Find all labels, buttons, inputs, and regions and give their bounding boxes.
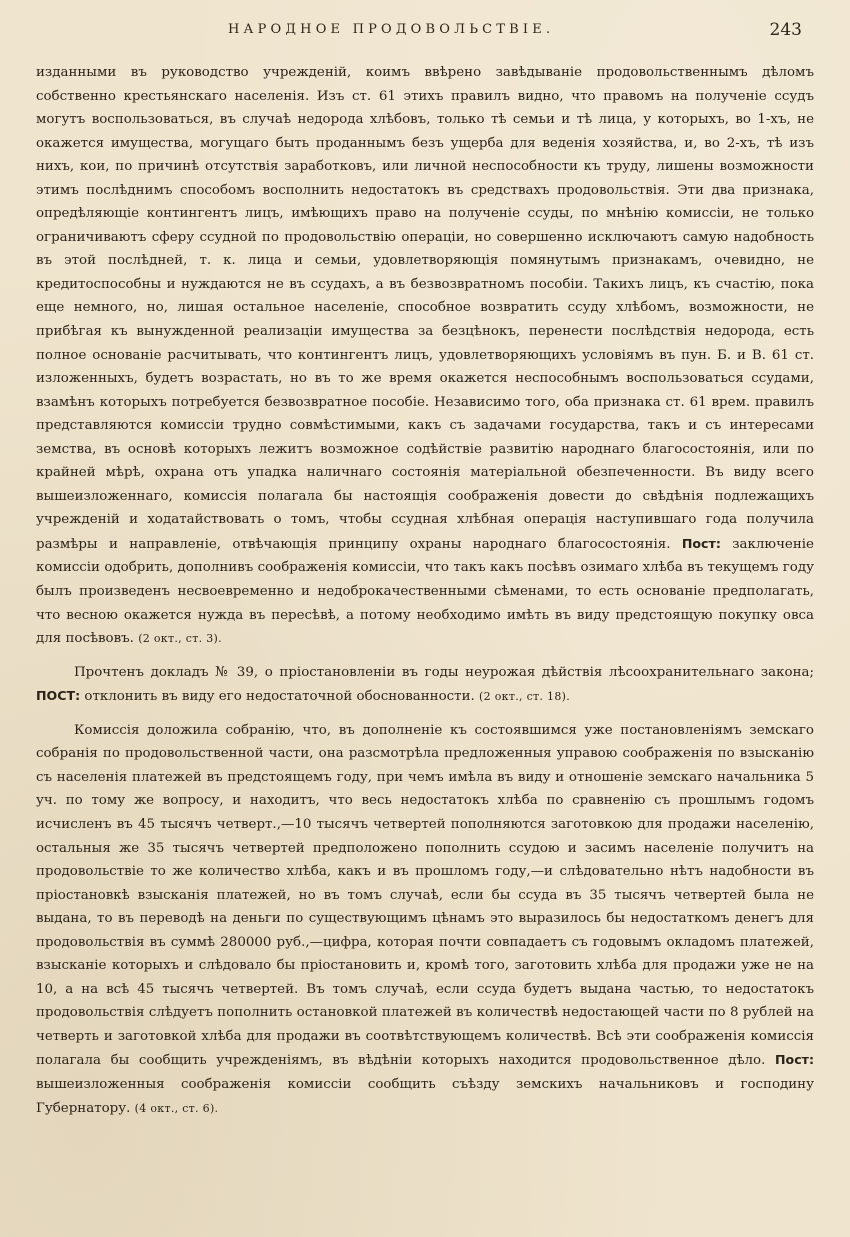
running-title: НАРОДНОЕ ПРОДОВОЛЬСТВІЕ. — [228, 22, 555, 37]
paragraph-report-39 — [36, 661, 814, 709]
paragraph-commission-report — [36, 719, 814, 1120]
resolution-text: заключеніе комиссіи одобрить, дополнивъ соображенія комиссіи, что такъ какъ посѣвъ озимаго хлѣба въ текущемъ году былъ произведенъ несвоевременно и недоброкачественными сѣменами, то есть основаніе предполагать, что весною окажется нужда въ пересѣвѣ, а потому необходимо имѣть въ виду предстоящую покупку овса для посѣвовъ. — [36, 536, 814, 647]
resolution-label: Пост: — [681, 535, 721, 551]
resolution-text: отклонить въ виду его недостаточной обоснованности. — [84, 689, 475, 705]
resolution-text: вышеизложенныя соображенія комиссіи сообщить съѣзду земскихъ начальниковъ и господину Губернатору. — [36, 1076, 814, 1116]
body-text — [36, 61, 814, 1120]
page-header — [0, 20, 850, 46]
paragraph-text: Комиссія доложила собранію, что, въ дополненіе къ состоявшимся уже постановленіямъ земскаго собранія по продовольственной части, она разсмотрѣла предложенныя управою соображенія по взысканію съ населенія платежей въ предстоящемъ году, при чемъ имѣла въ виду и отношеніе земскаго начальника 5 уч. по тому же вопросу, и находитъ, что весь недостатокъ хлѣба по сравненію съ прошлымъ годомъ исчисленъ въ 45 тысячъ четверт.,—10 тысячъ четвертей пополняются заготовкою для продажи населенію, остальныя же 35 тысячъ четвертей предположено пополнить ссудою и засимъ населеніе получитъ на продовольствіе то же количество хлѣба, какъ и въ прошломъ году,—и слѣдовательно нѣтъ надобности въ пріостановкѣ взысканія платежей, но въ томъ случаѣ, если бы ссуда въ 35 тысячъ четвертей была не выдана, то въ переводѣ на деньги по существующимъ цѣнамъ это выразилось бы недостаткомъ денегъ для продовольствія въ суммѣ 280000 руб.,—цифра, которая почти совпадаетъ съ годовымъ окладомъ платежей, взысканіе которыхъ и слѣдовало бы пріостановить и, кромѣ того, заготовить хлѣба для продажи уже не на 10, а на всѣ 45 тысячъ четвертей. Въ томъ случаѣ, если ссуда будетъ выдана частью, то недостатокъ продовольствія слѣдуетъ пополнить остановкой платежей въ количествѣ недостающей части по 8 рублей на четверть и заготовкой хлѣба для продажи въ соотвѣтствующемъ количествѣ. Всѣ эти соображенія комиссія полагала бы сообщить учрежденіямъ, въ вѣдѣніи которыхъ находится продовольственное дѣло. — [36, 722, 814, 1069]
session-reference: (4 окт., ст. 6). — [134, 1101, 219, 1115]
resolution-label: Пост: — [775, 1052, 814, 1068]
session-reference: (2 окт., ст. 18). — [479, 690, 571, 704]
page-number: 243 — [769, 20, 802, 40]
session-reference: (2 окт., ст. 3). — [138, 632, 222, 646]
resolution-label: ПОСТ: — [36, 688, 81, 704]
paragraph-continuation — [36, 61, 814, 651]
paragraph-text: изданными въ руководство учрежденій, коимъ ввѣрено завѣдываніе продовольственнымъ дѣломъ собственно крестьянскаго населенія. Изъ ст. 61 этихъ правилъ видно, что правомъ на полученіе ссудъ могутъ воспользоваться, въ случаѣ недорода хлѣбовъ, только тѣ семьи и тѣ лица, у которыхъ, во 1-хъ, не окажется имущества, могущаго быть проданнымъ безъ ущерба для веденія хозяйства, и, во 2-хъ, тѣ изъ нихъ, кои, по причинѣ отсутствія заработковъ, или личной неспособности къ труду, лишены возможности этимъ послѣднимъ способомъ восполнить недостатокъ въ средствахъ продовольствія. Эти два признака, опредѣляющіе контингентъ лицъ, имѣющихъ право на полученіе ссуды, по мнѣнію комиссіи, не только ограничиваютъ сферу ссудной по продовольствію операціи, но совершенно исключаютъ самую надобность въ этой послѣдней, т. к. лица и семьи, удовлетворяющія помянутымъ признакамъ, очевидно, не кредитоспособны и нуждаются не въ ссудахъ, а въ безвозвратномъ пособіи. Такихъ лицъ, къ счастію, пока еще немного, но, лишая остальное населеніе, способное возвратить ссуду хлѣбомъ, возможности, не прибѣгая къ вынужденной реализаціи имущества за безцѣнокъ, перенести послѣдствія недорода, есть полное основаніе расчитывать, что контингентъ лицъ, удовлетворяющихъ условіямъ въ пун. Б. и В. 61 ст. изложенныхъ, будетъ возрастать, но въ то же время окажется неспособнымъ воспользоваться ссудами, взамѣнъ которыхъ потребуется безвозвратное пособіе. Независимо того, оба признака ст. 61 врем. правилъ представляются комиссіи трудно совмѣстимыми, какъ съ задачами государства, такъ и съ интересами земства, въ основѣ которыхъ лежитъ возможное содѣйствіе развитію народнаго благосостоянія, или по крайней мѣрѣ, охрана отъ упадка наличнаго состоянія матеріальной обезпеченности. Въ виду всего вышеизложеннаго, комиссія полагала бы настоящія соображенія довести до свѣдѣнія подлежащихъ учрежденій и ходатайствовать о томъ, чтобы ссудная хлѣбная операція наступившаго года получила размѣры и направленіе, отвѣчающія принципу охраны народнаго благосостоянія. — [36, 65, 814, 552]
paragraph-text: Прочтенъ докладъ № 39, о пріостановленіи въ годы неурожая дѣйствія лѣсоохранительнаго закона; — [74, 664, 814, 680]
